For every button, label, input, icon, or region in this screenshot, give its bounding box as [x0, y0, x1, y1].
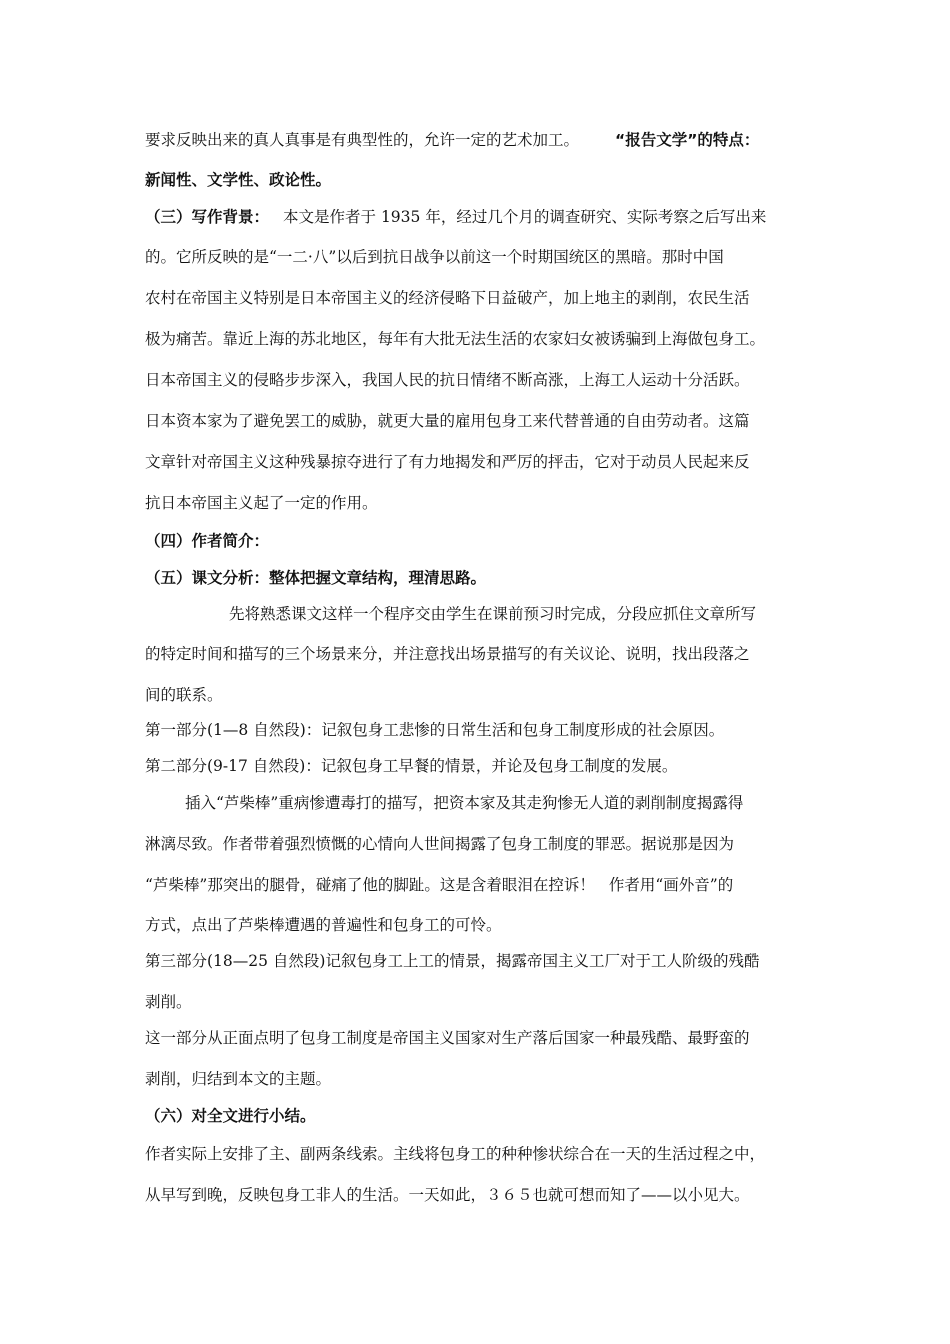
- section-heading-summary: （六）对全文进行小结。: [145, 1107, 316, 1125]
- text-line-20: [145, 875, 810, 895]
- text-line-21: 方式，点出了芦柴棒遭遇的普遍性和包身工的可怜。: [145, 916, 502, 934]
- text-line-2: 新闻性、文学性、政论性。: [145, 171, 332, 189]
- text-line-14: 的特定时间和描写的三个场景来分，并注意找出场景描写的有关议论、说明，找出段落之: [145, 645, 750, 663]
- text-line-24: 这一部分从正面点明了包身工制度是帝国主义国家对生产落后国家一种最残酷、最野蛮的: [145, 1029, 750, 1047]
- text-line-17: 第二部分(9-17 自然段)：记叙包身工早餐的情景，并论及包身工制度的发展。: [145, 757, 678, 775]
- text-span: 要求反映出来的真人真事是有典型性的，允许一定的艺术加工。: [145, 131, 580, 149]
- text-line-7: 日本帝国主义的侵略步步深入，我国人民的抗日情绪不断高涨，上海工人运动十分活跃。: [145, 371, 750, 389]
- text-line-9: 文章针对帝国主义这种残暴掠夺进行了有力地揭发和严厉的抨击，它对于动员人民起来反: [145, 453, 750, 471]
- text-line-27: 作者实际上安排了主、副两条线索。主线将包身工的种种惨状综合在一天的生活过程之中，: [145, 1145, 766, 1163]
- text-line-1: [145, 130, 810, 150]
- heading-inline: “报告文学”的特点：: [615, 131, 760, 149]
- text-line-16: 第一部分(1—8 自然段)：记叙包身工悲惨的日常生活和包身工制度形成的社会原因。: [145, 721, 725, 739]
- text-line-4: 的。它所反映的是“一二·八”以后到抗日战争以前这一个时期国统区的黑暗。那时中国: [145, 248, 724, 266]
- text-span: 本文是作者于 1935 年，经过几个月的调查研究、实际考察之后写出来: [283, 208, 767, 226]
- text-line-28: 从早写到晚，反映包身工非人的生活。一天如此，３６５也就可想而知了——以小见大。: [145, 1186, 750, 1204]
- text-span: 作者用“画外音”的: [608, 876, 734, 894]
- text-line-15: 间的联系。: [145, 686, 223, 704]
- text-line-18: 插入“芦柴棒”重病惨遭毒打的描写，把资本家及其走狗惨无人道的剥削制度揭露得: [185, 794, 744, 812]
- text-span: “芦柴棒”那突出的腿骨，碰痛了他的脚趾。这是含着眼泪在控诉！: [145, 876, 595, 894]
- text-line-19: 淋漓尽致。作者带着强烈愤慨的心情向人世间揭露了包身工制度的罪恶。据说那是因为: [145, 835, 735, 853]
- text-line-22: 第三部分(18—25 自然段)记叙包身工上工的情景，揭露帝国主义工厂对于工人阶级的残酷: [145, 952, 760, 970]
- section-heading-background: （三）写作背景：: [145, 208, 270, 226]
- text-line-13: 先将熟悉课文这样一个程序交由学生在课前预习时完成，分段应抓住文章所写: [229, 605, 757, 623]
- section-heading-author: （四）作者简介：: [145, 532, 270, 550]
- text-line-6: 极为痛苦。靠近上海的苏北地区，每年有大批无法生活的农家妇女被诱骗到上海做包身工。: [145, 330, 766, 348]
- section-heading-analysis: （五）课文分析：整体把握文章结构，理清思路。: [145, 569, 487, 587]
- text-line-8: 日本资本家为了避免罢工的威胁，就更大量的雇用包身工来代替普通的自由劳动者。这篇: [145, 412, 750, 430]
- text-line-10: 抗日本帝国主义起了一定的作用。: [145, 494, 378, 512]
- text-line-3: [145, 207, 810, 227]
- text-line-5: 农村在帝国主义特别是日本帝国主义的经济侵略下日益破产，加上地主的剥削，农民生活: [145, 289, 750, 307]
- text-line-25: 剥削，归结到本文的主题。: [145, 1070, 332, 1088]
- text-line-23: 剥削。: [145, 993, 192, 1011]
